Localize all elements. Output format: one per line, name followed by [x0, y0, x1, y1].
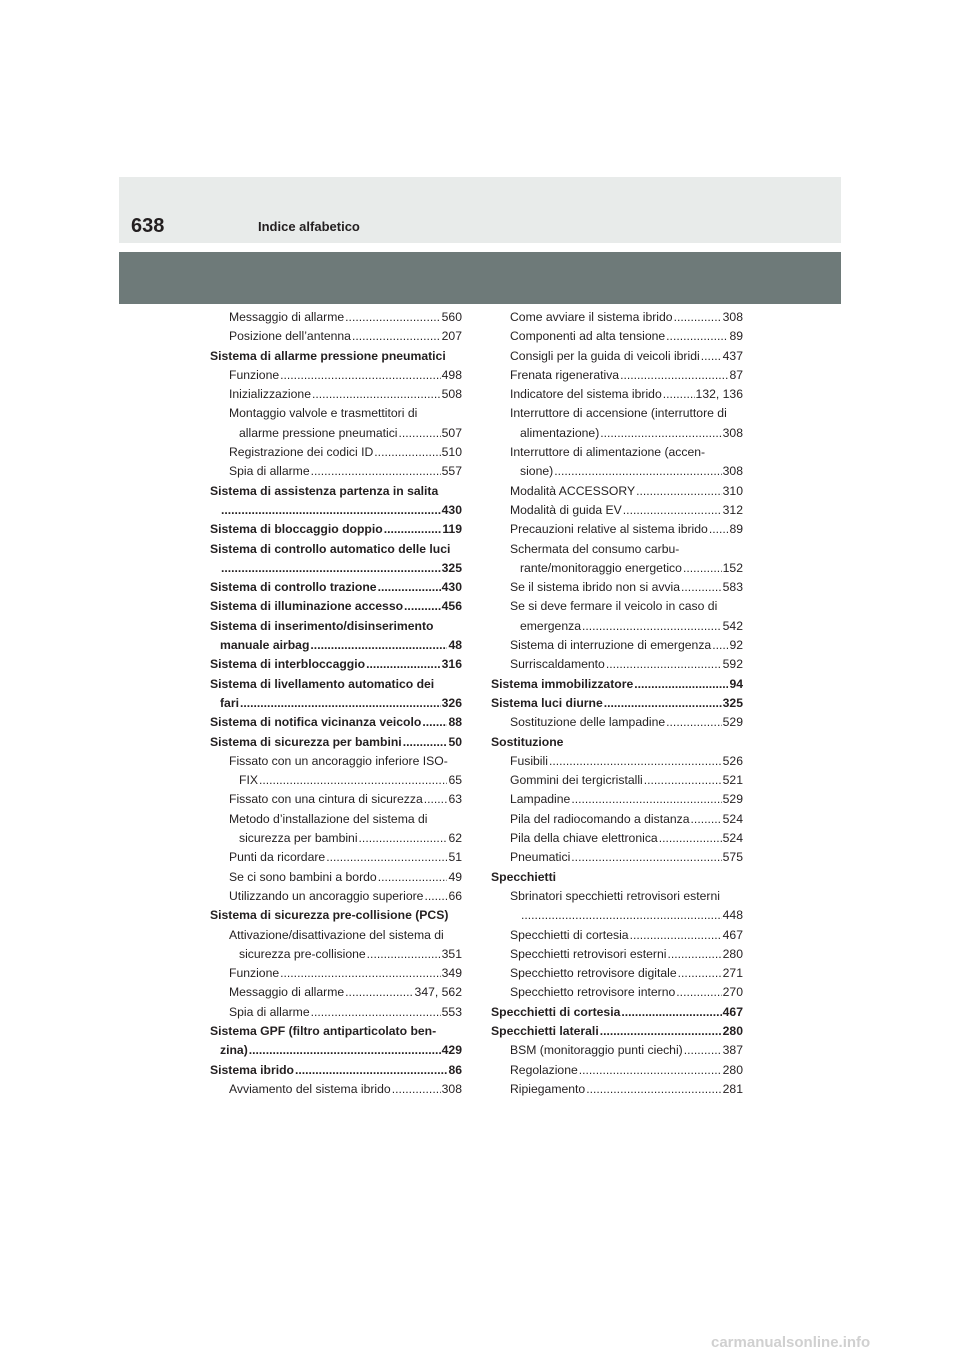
index-entry — [491, 713, 743, 732]
entry-text: Inizializzazione — [229, 387, 311, 402]
entry-text: Fissato con un ancoraggio inferiore ISO- — [229, 753, 448, 768]
entry-page: 553 — [441, 1004, 462, 1019]
index-entry — [491, 964, 743, 983]
index-entry — [491, 887, 743, 906]
entry-text: emergenza — [520, 618, 581, 633]
dot-leader — [674, 308, 722, 327]
entry-page: 510 — [441, 445, 462, 460]
entry-page: 351 — [441, 946, 462, 961]
entry-page: 529 — [722, 792, 743, 807]
entry-page: 467 — [722, 1004, 743, 1019]
entry-text: Sistema di controllo trazione — [210, 580, 377, 595]
dot-leader — [404, 597, 441, 616]
entry-text: Fissato con una cintura di sicurezza — [229, 792, 423, 807]
index-entry — [210, 462, 462, 481]
entry-text: Modalità ACCESSORY — [510, 483, 636, 498]
entry-text: Sistema di bloccaggio doppio — [210, 522, 383, 537]
dot-leader — [312, 385, 441, 404]
dot-leader — [582, 617, 722, 636]
entry-text: Specchietti — [491, 869, 557, 884]
entry-text: sicurezza pre-collisione — [239, 946, 366, 961]
dot-leader — [359, 829, 448, 848]
entry-text: Sistema di notifica vicinanza veicolo — [210, 715, 422, 730]
index-entry — [491, 1080, 743, 1099]
index-entry — [491, 983, 743, 1002]
index-entry — [491, 771, 743, 790]
index-entry — [210, 810, 462, 829]
entry-text: FIX — [239, 773, 258, 788]
dot-leader — [378, 868, 448, 887]
entry-text: Sistema di inserimento/disinserimento — [210, 618, 434, 633]
index-entry — [491, 790, 743, 809]
entry-page: 430 — [441, 502, 462, 517]
index-entry — [491, 752, 743, 771]
entry-page: 310 — [722, 483, 743, 498]
index-entry — [210, 385, 462, 404]
entry-page: 448 — [722, 908, 743, 923]
entry-page: 316 — [441, 657, 462, 672]
index-entry — [491, 617, 743, 636]
dot-leader — [392, 1080, 441, 1099]
dot-leader — [681, 578, 722, 597]
dot-leader — [280, 964, 441, 983]
index-entry — [210, 424, 462, 443]
dot-leader — [683, 559, 722, 578]
entry-page: 467 — [722, 927, 743, 942]
index-entry — [491, 1041, 743, 1060]
section-title: Indice alfabetico — [258, 219, 360, 234]
dot-leader — [403, 733, 448, 752]
entry-text: Sistema immobilizzatore — [491, 676, 634, 691]
entry-page: 62 — [448, 831, 462, 846]
entry-text: Componenti ad alta tensione — [510, 329, 666, 344]
entry-text: Sistema di controllo automatico delle luci — [210, 541, 451, 556]
index-column-right — [491, 308, 743, 1099]
index-entry — [210, 733, 462, 752]
entry-page: 92 — [729, 638, 743, 653]
index-entry — [210, 443, 462, 462]
dot-leader — [620, 366, 728, 385]
entry-text: Sostituzione delle lampadine — [510, 715, 666, 730]
entry-page: 508 — [441, 387, 462, 402]
entry-text: rante/monitoraggio energetico — [520, 560, 682, 575]
entry-text: Sistema di sicurezza pre-collisione (PCS) — [210, 908, 449, 923]
entry-page: 524 — [722, 831, 743, 846]
entry-page: 63 — [448, 792, 462, 807]
entry-text: Attivazione/disattivazione del sistema di — [229, 927, 444, 942]
entry-page: 49 — [448, 869, 462, 884]
index-entry — [210, 983, 462, 1002]
entry-page: 119 — [442, 522, 462, 537]
entry-text: Sistema di interruzione di emergenza — [510, 638, 712, 653]
entry-page: 270 — [722, 985, 743, 1000]
entry-text: Registrazione dei codici ID — [229, 445, 374, 460]
entry-page: 152 — [722, 560, 743, 575]
entry-page: 557 — [441, 464, 462, 479]
entry-page: 521 — [722, 773, 743, 788]
index-entry — [491, 520, 743, 539]
entry-text: Pila della chiave elettronica — [510, 831, 658, 846]
dot-leader — [384, 520, 442, 539]
index-entry — [210, 520, 462, 539]
dot-leader — [579, 1061, 722, 1080]
watermark: carmanualsonline.info — [711, 1334, 871, 1351]
entry-text: Sistema di illuminazione accesso — [210, 599, 404, 614]
index-entry — [491, 308, 743, 327]
dot-leader — [684, 1041, 722, 1060]
entry-page: 65 — [448, 773, 462, 788]
entry-page: 583 — [722, 580, 743, 595]
index-entry — [210, 752, 462, 771]
index-entry — [491, 829, 743, 848]
index-entry — [210, 308, 462, 327]
index-entry — [491, 385, 743, 404]
entry-page: 308 — [441, 1081, 462, 1096]
index-entry — [491, 559, 743, 578]
entry-text: manuale airbag — [220, 638, 310, 653]
dot-leader — [311, 1003, 441, 1022]
index-entry — [491, 848, 743, 867]
entry-text: Specchietti di cortesia — [491, 1004, 621, 1019]
dot-leader — [422, 713, 447, 732]
entry-page: 281 — [722, 1081, 743, 1096]
dot-leader — [600, 424, 721, 443]
index-entry — [210, 1061, 462, 1080]
entry-text: allarme pressione pneumatici — [239, 425, 398, 440]
dot-leader — [221, 559, 441, 578]
entry-text: alimentazione) — [520, 425, 600, 440]
index-entry — [210, 347, 462, 366]
entry-text: Frenata rigenerativa — [510, 367, 620, 382]
entry-text: Fusibili — [510, 753, 548, 768]
dot-leader — [311, 462, 441, 481]
entry-text: Messaggio di allarme — [229, 985, 345, 1000]
entry-page: 89 — [729, 329, 743, 344]
index-entry — [491, 540, 743, 559]
dot-leader — [644, 771, 722, 790]
index-entry — [491, 578, 743, 597]
entry-text: Lampadine — [510, 792, 571, 807]
entry-text: Avviamento del sistema ibrido — [229, 1081, 391, 1096]
dot-leader — [712, 636, 728, 655]
entry-text: Modalità di guida EV — [510, 502, 622, 517]
index-entry — [491, 945, 743, 964]
index-entry — [491, 1022, 743, 1041]
dot-leader — [630, 926, 722, 945]
entry-page: 575 — [722, 850, 743, 865]
entry-text: Sostituzione — [491, 734, 564, 749]
dot-leader — [709, 520, 729, 539]
index-entry — [210, 848, 462, 867]
entry-page: 387 — [722, 1043, 743, 1058]
index-entry — [210, 655, 462, 674]
entry-text: Ripiegamento — [510, 1081, 586, 1096]
index-entry — [210, 501, 462, 520]
entry-page: 325 — [722, 695, 743, 710]
entry-page: 86 — [448, 1062, 462, 1077]
index-entry — [491, 443, 743, 462]
dot-leader — [352, 327, 441, 346]
index-entry — [210, 713, 462, 732]
index-entry — [491, 424, 743, 443]
entry-page: 207 — [441, 329, 462, 344]
index-entry — [210, 887, 462, 906]
entry-text: Surriscaldamento — [510, 657, 605, 672]
index-entry — [210, 617, 462, 636]
dot-leader — [676, 983, 721, 1002]
entry-page: 280 — [722, 1023, 743, 1038]
entry-text: Spia di allarme — [229, 464, 310, 479]
index-entry — [491, 926, 743, 945]
entry-page: 308 — [722, 310, 743, 324]
index-entry — [210, 945, 462, 964]
dot-leader — [378, 578, 441, 597]
index-entry — [210, 482, 462, 501]
dot-leader — [259, 771, 447, 790]
entry-text: Interruttore di alimentazione (accen- — [510, 445, 706, 460]
entry-text: Specchietti di cortesia — [510, 927, 629, 942]
index-entry — [210, 636, 462, 655]
entry-text: Indicatore del sistema ibrido — [510, 387, 662, 402]
entry-page: 347, 562 — [414, 985, 462, 1000]
index-entry — [491, 733, 743, 752]
entry-text: fari — [220, 695, 239, 710]
index-entry — [491, 366, 743, 385]
entry-page: 271 — [722, 966, 743, 981]
index-entry — [210, 906, 462, 925]
dot-leader — [367, 945, 441, 964]
entry-text: Precauzioni relative al sistema ibrido — [510, 522, 708, 537]
entry-page: 308 — [722, 464, 743, 479]
entry-page: 429 — [441, 1043, 462, 1058]
entry-page: 526 — [722, 753, 743, 768]
dot-leader — [240, 694, 441, 713]
entry-text: Sistema GPF (filtro antiparticolato ben- — [210, 1023, 437, 1038]
dot-leader — [666, 327, 728, 346]
index-entry — [491, 347, 743, 366]
entry-page: 94 — [729, 676, 743, 691]
dot-leader — [678, 964, 722, 983]
entry-text: Se si deve fermare il veicolo in caso di — [510, 599, 718, 614]
index-column-left — [210, 308, 462, 1099]
entry-page: 524 — [722, 811, 743, 826]
index-entry — [210, 829, 462, 848]
dot-leader — [701, 347, 722, 366]
entry-text: Pneumatici — [510, 850, 571, 865]
page-number: 638 — [131, 215, 165, 237]
index-entry — [491, 675, 743, 694]
entry-page: 529 — [722, 715, 743, 730]
index-entry — [210, 1022, 462, 1041]
entry-text: Posizione dell’antenna — [229, 329, 351, 344]
entry-text: Interruttore di accensione (interruttore di — [510, 406, 727, 421]
entry-text: Sistema ibrido — [210, 1062, 294, 1077]
dot-leader — [280, 366, 441, 385]
entry-page: 437 — [722, 348, 743, 363]
dot-leader — [666, 713, 722, 732]
header-bar — [119, 177, 841, 243]
dot-leader — [623, 501, 722, 520]
index-entry — [210, 404, 462, 423]
dot-leader — [636, 482, 722, 501]
dot-leader — [621, 1003, 721, 1022]
entry-page: 349 — [441, 966, 462, 981]
entry-text: sicurezza per bambini — [239, 831, 358, 846]
dot-leader — [424, 790, 448, 809]
entry-page: 89 — [729, 522, 743, 537]
index-entry — [491, 462, 743, 481]
entry-text: Schermata del consumo carbu- — [510, 541, 680, 556]
index-entry — [210, 1003, 462, 1022]
entry-page: 542 — [722, 618, 743, 633]
entry-page: 66 — [448, 888, 462, 903]
dot-leader — [659, 829, 722, 848]
entry-page: 88 — [448, 715, 462, 730]
index-entry — [210, 559, 462, 578]
entry-page: 430 — [441, 580, 462, 595]
dot-leader — [606, 655, 722, 674]
entry-text: Utilizzando un ancoraggio superiore — [229, 888, 424, 903]
index-entry — [210, 1080, 462, 1099]
index-entry — [491, 597, 743, 616]
index-entry — [491, 636, 743, 655]
entry-text: Sistema di sicurezza per bambini — [210, 734, 402, 749]
dot-leader — [366, 655, 441, 674]
entry-page: 280 — [722, 1062, 743, 1077]
entry-text: Sistema di livellamento automatico dei — [210, 676, 435, 691]
index-entry — [491, 810, 743, 829]
dot-leader — [249, 1041, 441, 1060]
entry-text: Sbrinatori specchietti retrovisori esterni — [510, 888, 720, 903]
entry-page: 325 — [441, 560, 462, 575]
entry-text: Spia di allarme — [229, 1004, 310, 1019]
dot-leader — [604, 694, 722, 713]
entry-text: Sistema di allarme pressione pneumatici — [210, 348, 446, 363]
entry-text: Sistema di assistenza partenza in salita — [210, 483, 439, 498]
header-band — [119, 252, 841, 304]
entry-text: Se ci sono bambini a bordo — [229, 869, 377, 884]
dot-leader — [571, 848, 721, 867]
dot-leader — [571, 790, 721, 809]
index-entry — [491, 327, 743, 346]
dot-leader — [374, 443, 440, 462]
index-entry — [210, 694, 462, 713]
entry-text: Sistema di interbloccaggio — [210, 657, 366, 672]
index-entry — [210, 540, 462, 559]
entry-text: Sistema luci diurne — [491, 695, 603, 710]
index-entry — [210, 771, 462, 790]
dot-leader — [554, 462, 721, 481]
entry-text: Specchietti retrovisori esterni — [510, 946, 667, 961]
entry-text: Specchietto retrovisore interno — [510, 985, 676, 1000]
entry-text: sione) — [520, 464, 554, 479]
dot-leader — [399, 424, 441, 443]
index-entry — [210, 578, 462, 597]
dot-leader — [663, 385, 695, 404]
dot-leader — [424, 887, 447, 906]
entry-text: Montaggio valvole e trasmettitori di — [229, 406, 418, 421]
index-entry — [491, 1003, 743, 1022]
dot-leader — [345, 983, 413, 1002]
dot-leader — [345, 308, 440, 327]
entry-page: 312 — [722, 502, 743, 517]
entry-text: Regolazione — [510, 1062, 578, 1077]
dot-leader — [667, 945, 721, 964]
entry-text: Messaggio di allarme — [229, 310, 345, 324]
entry-page: 50 — [448, 734, 462, 749]
index-entry — [210, 868, 462, 887]
dot-leader — [600, 1022, 722, 1041]
entry-text: Come avviare il sistema ibrido — [510, 310, 673, 324]
dot-leader — [521, 906, 722, 925]
entry-text: Punti da ricordare — [229, 850, 326, 865]
entry-text: Gommini dei tergicristalli — [510, 773, 643, 788]
index-entry — [210, 964, 462, 983]
index-entry — [210, 327, 462, 346]
index-entry — [491, 655, 743, 674]
entry-text: Funzione — [229, 966, 280, 981]
index-entry — [491, 404, 743, 423]
entry-page: 592 — [722, 657, 743, 672]
index-entry — [210, 675, 462, 694]
entry-page: 280 — [722, 946, 743, 961]
index-entry — [491, 906, 743, 925]
index-entry — [491, 501, 743, 520]
dot-leader — [221, 501, 441, 520]
entry-page: 326 — [441, 695, 462, 710]
entry-page: 132, 136 — [695, 387, 743, 402]
entry-text: Specchietti laterali — [491, 1023, 599, 1038]
entry-text: Funzione — [229, 367, 280, 382]
entry-text: BSM (monitoraggio punti ciechi) — [510, 1043, 683, 1058]
entry-page: 456 — [441, 599, 462, 614]
entry-page: 498 — [441, 367, 462, 382]
index-entry — [491, 482, 743, 501]
index-entry — [491, 868, 743, 887]
entry-page: 51 — [448, 850, 462, 865]
index-entry — [210, 1041, 462, 1060]
entry-text: Metodo d’installazione del sistema di — [229, 811, 428, 826]
index-entry — [210, 790, 462, 809]
index-entry — [491, 694, 743, 713]
entry-page: 87 — [729, 367, 743, 382]
entry-text: Se il sistema ibrido non si avvia — [510, 580, 681, 595]
entry-page: 48 — [448, 638, 462, 653]
entry-page: 507 — [441, 425, 462, 440]
index-entry — [210, 366, 462, 385]
dot-leader — [549, 752, 722, 771]
dot-leader — [326, 848, 447, 867]
entry-text: Consigli per la guida di veicoli ibridi — [510, 348, 700, 363]
entry-page: 308 — [722, 425, 743, 440]
dot-leader — [634, 675, 728, 694]
dot-leader — [310, 636, 447, 655]
dot-leader — [586, 1080, 721, 1099]
entry-text: Pila del radiocomando a distanza — [510, 811, 690, 826]
entry-text: zina) — [220, 1043, 248, 1058]
index-entry — [491, 1061, 743, 1080]
index-entry — [210, 926, 462, 945]
entry-text: Specchietto retrovisore digitale — [510, 966, 677, 981]
entry-page: 560 — [441, 310, 462, 324]
index-entry — [210, 597, 462, 616]
dot-leader — [691, 810, 722, 829]
dot-leader — [295, 1061, 447, 1080]
